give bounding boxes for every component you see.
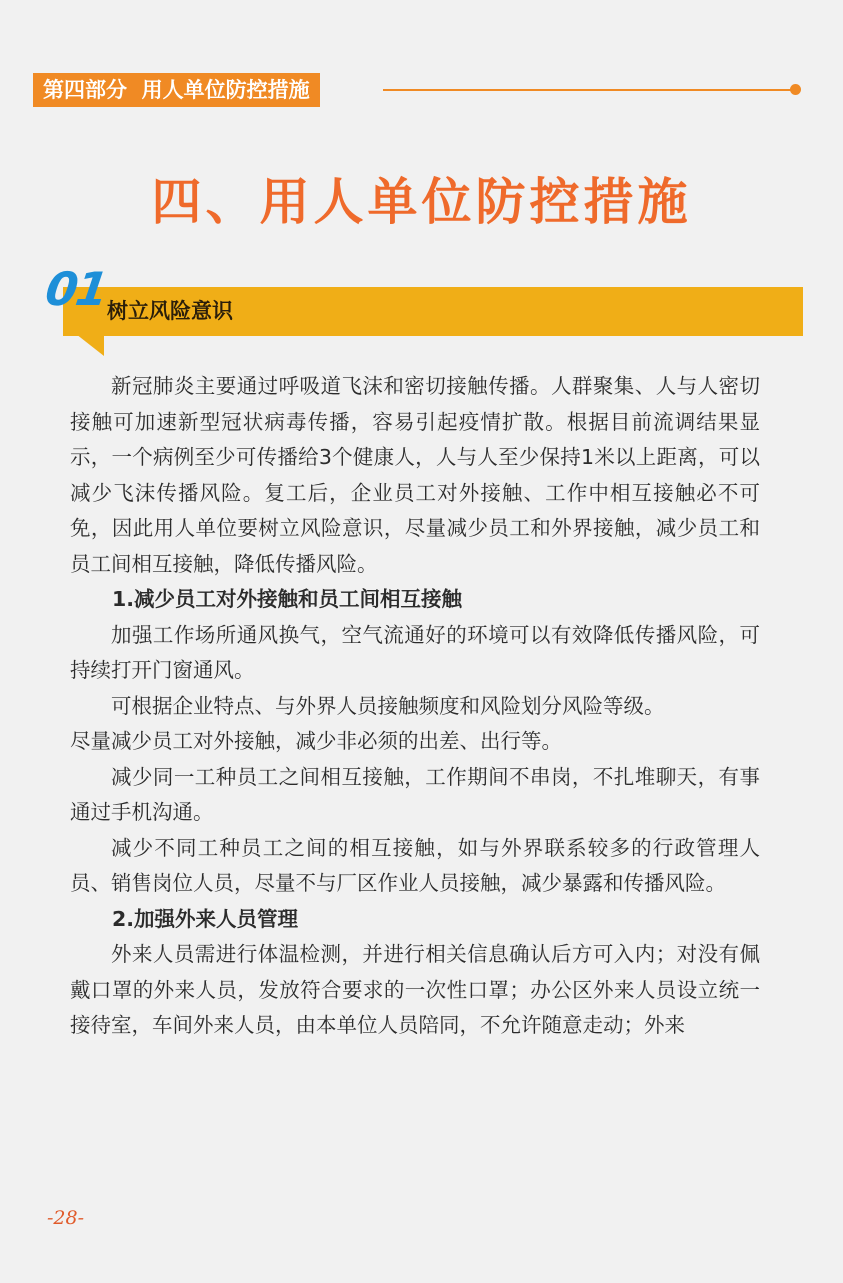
section-banner-tail	[76, 334, 104, 356]
paragraph: 尽量减少员工对外接触，减少非必须的出差、出行等。	[70, 729, 562, 753]
part-header-line	[383, 89, 793, 91]
subheading: 2.加强外来人员管理	[112, 906, 299, 931]
part-label: 第四部分 用人单位防控措施	[33, 73, 320, 107]
part-header-dot	[790, 84, 801, 95]
paragraph: 外来人员需进行体温检测，并进行相关信息确认后方可入内；对没有佩戴口罩的外来人员，发放符合要求的一次性口罩；办公区外来人员设立统一接待室，车间外来人员，由本单位人员陪同，不允许随意走动；外来	[70, 942, 760, 1037]
paragraph: 减少同一工种员工之间相互接触，工作期间不串岗，不扎堆聊天，有事通过手机沟通。	[70, 764, 760, 824]
page-title: 四、用人单位防控措施	[151, 173, 692, 231]
page-number: -28-	[47, 1207, 85, 1229]
section-title: 树立风险意识	[107, 299, 233, 323]
body-text	[70, 369, 760, 1044]
subheading: 1.减少员工对外接触和员工间相互接触	[112, 587, 463, 611]
paragraph: 可根据企业特点、与外界人员接触频度和风险划分风险等级。	[111, 693, 665, 718]
part-header	[33, 73, 803, 107]
paragraph: 新冠肺炎主要通过呼吸道飞沫和密切接触传播。人群聚集、人与人密切接触可加速新型冠状病毒传播，容易引起疫情扩散。根据目前流调结果显示，一个病例至少可传播给3个健康人，人与人至少保持1米以上距离，可以减少飞沫传播风险。复工后，企业员工对外接触、工作中相互接触必不可免，因此用人单位要树立风险意识，尽量减少员工和外界接触，减少员工和员工间相互接触，降低传播风险。	[70, 374, 760, 576]
section-number: 01	[42, 262, 110, 316]
paragraph: 加强工作场所通风换气，空气流通好的环境可以有效降低传播风险，可持续打开门窗通风。	[70, 622, 760, 682]
paragraph: 减少不同工种员工之间的相互接触，如与外界联系较多的行政管理人员、销售岗位人员，尽量不与厂区作业人员接触，减少暴露和传播风险。	[70, 835, 760, 895]
